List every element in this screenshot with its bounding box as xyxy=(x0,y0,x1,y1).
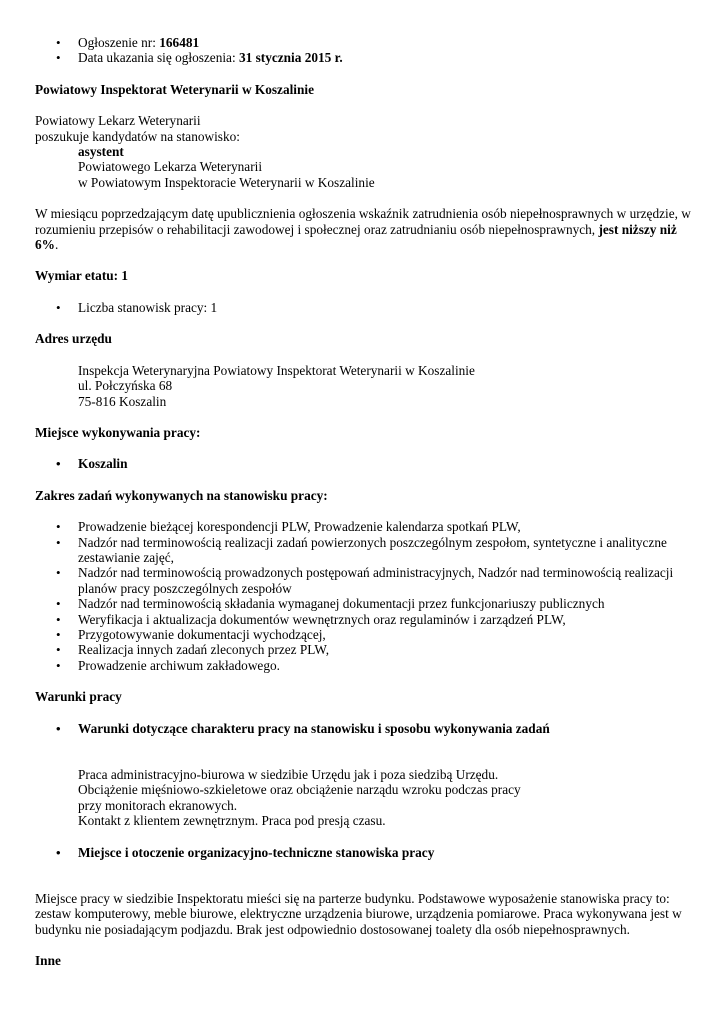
conditions-character-heading: • Warunki dotyczące charakteru pracy na stanowisku i sposobu wykonywania zadań xyxy=(78,721,695,736)
recruiter-line1: Powiatowy Lekarz Weterynarii xyxy=(35,113,201,129)
conditions-heading: Warunki pracy xyxy=(35,689,122,705)
announcement-date-label: Data ukazania się ogłoszenia: xyxy=(78,50,239,66)
announcement-number-item xyxy=(78,35,695,50)
announcement-number-label: Ogłoszenie nr: xyxy=(78,35,160,50)
duty-item: • Nadzór nad terminowością realizacji zadań powierzonych poszczególnym zespołom, syntetyczne i analityczne zestawianie zajęć, xyxy=(78,535,695,566)
position-line2: Powiatowego Lekarza Weterynarii xyxy=(78,159,263,175)
announcement-date-item xyxy=(78,50,695,65)
announcement-number: 166481 xyxy=(159,35,200,50)
disability-notice-text: W miesiącu poprzedzającym datę upublicznienia ogłoszenia wskaźnik zatrudnienia osób niepełnosprawnych w urzędzie, w rozumieniu przepisów o rehabilitacji zawodowej i społecznej oraz zatrudnianiu osób niepełnosprawnych, xyxy=(35,206,691,237)
address-line2: ul. Połczyńska 68 xyxy=(78,378,173,394)
conditions-character-list xyxy=(35,721,695,736)
workplace-list xyxy=(35,456,695,471)
address-heading: Adres urzędu xyxy=(35,331,112,347)
conditions-environment-heading: • Miejsce i otoczenie organizacyjno-techniczne stanowiska pracy xyxy=(78,845,695,860)
document-page xyxy=(35,35,695,969)
conditions-environment-text: Miejsce pracy w siedzibie Inspektoratu mieści się na parterze budynku. Podstawowe wyposażenie stanowiska pracy to: zestaw komputerowy, meble biurowe, elektryczne urządzenia biurowe, urządzenia pomiarowe. Praca wykonywana jest w budynku nie posiadającym podjazdu. Brak jest odpowiednio dostosowanej toalety dla osób niepełnosprawnych. xyxy=(35,891,682,937)
disability-notice xyxy=(35,206,695,252)
announcement-meta-list xyxy=(35,35,695,66)
conditions-character-line4: Kontakt z klientem zewnętrznym. Praca pod presją czasu. xyxy=(78,813,386,829)
duties-list xyxy=(35,519,695,673)
address-line1: Inspekcja Weterynaryjna Powiatowy Inspektorat Weterynarii w Koszalinie xyxy=(78,362,475,378)
duty-item: • Prowadzenie bieżącej korespondencji PLW, Prowadzenie kalendarza spotkań PLW, xyxy=(78,519,695,534)
work-time-heading: Wymiar etatu: 1 xyxy=(35,268,129,284)
announcement-date: 31 stycznia 2015 r. xyxy=(238,50,343,66)
position-name: asystent xyxy=(78,144,124,160)
recruiter-line2: poszukuje kandydatów na stanowisko: xyxy=(35,128,240,144)
address-line3: 75-816 Koszalin xyxy=(78,393,167,409)
duty-item: • Nadzór nad terminowością składania wymaganej dokumentacji przez funkcjonariuszy publicznych xyxy=(78,596,695,611)
workplace-heading: Miejsce wykonywania pracy: xyxy=(35,424,201,440)
duties-heading: Zakres zadań wykonywanych na stanowisku pracy: xyxy=(35,487,328,503)
duty-item: • Nadzór nad terminowością prowadzonych postępowań administracyjnych, Nadzór nad terminowością realizacji planów pracy poszczególnych zespołów xyxy=(78,565,695,596)
conditions-character-line2: Obciążenie mięśniowo-szkieletowe oraz obciążenie narządu wzroku podczas pracy xyxy=(78,782,521,798)
duty-item: • Weryfikacja i aktualizacja dokumentów wewnętrznych oraz regulaminów i zarządzeń PLW, xyxy=(78,612,695,627)
position-line3: w Powiatowym Inspektoracie Weterynarii w Koszalinie xyxy=(78,174,375,190)
disability-notice-end: . xyxy=(54,237,59,253)
duty-item: • Prowadzenie archiwum zakładowego. xyxy=(78,658,695,673)
conditions-character-line3: przy monitorach ekranowych. xyxy=(78,797,238,813)
office-title: Powiatowy Inspektorat Weterynarii w Koszalinie xyxy=(35,81,314,97)
duty-item: • Realizacja innych zadań zleconych przez PLW, xyxy=(78,642,695,657)
conditions-character-line1: Praca administracyjno-biurowa w siedzibie Urzędu jak i poza siedzibą Urzędu. xyxy=(78,767,499,782)
other-heading: Inne xyxy=(35,953,61,969)
conditions-environment-list xyxy=(35,845,695,860)
disability-notice-bold: jest niższy niż 6% xyxy=(35,221,677,253)
positions-count-list xyxy=(35,300,695,315)
duty-item: • Przygotowywanie dokumentacji wychodzącej, xyxy=(78,627,695,642)
positions-count-item: • Liczba stanowisk pracy: 1 xyxy=(78,300,695,315)
workplace-city: • Koszalin xyxy=(78,456,695,471)
